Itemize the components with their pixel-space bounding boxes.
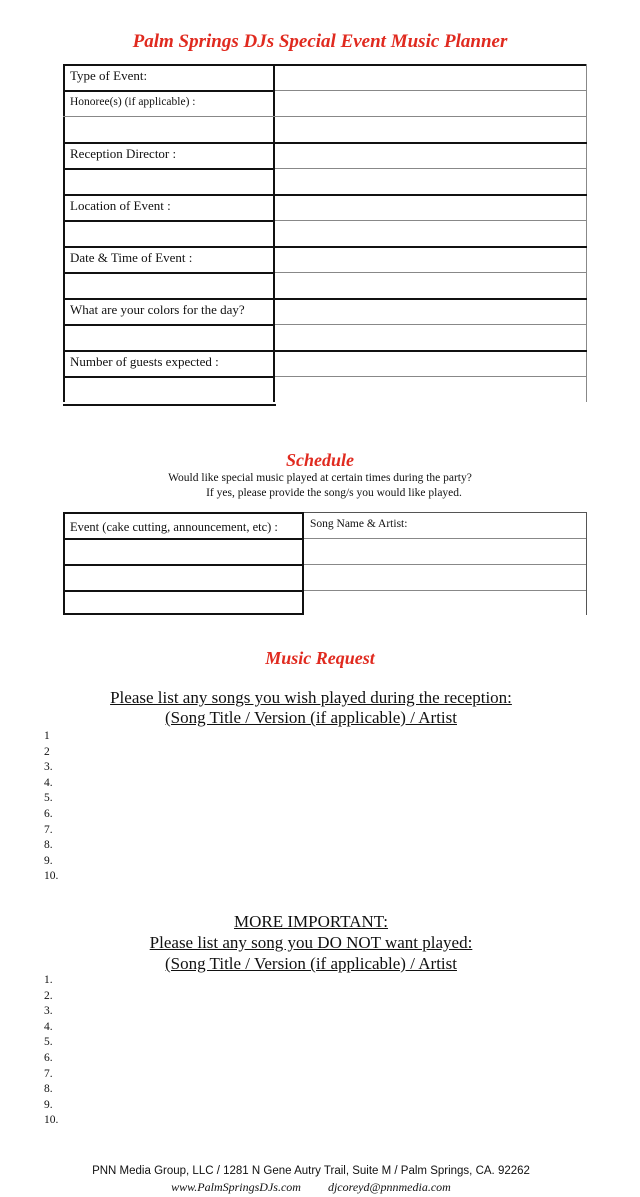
row-divider (63, 220, 275, 222)
info-label (63, 168, 275, 194)
row-divider (63, 350, 587, 352)
info-answer-field[interactable] (275, 376, 587, 402)
schedule-event-field[interactable] (65, 566, 302, 589)
do-not-play-list (44, 973, 58, 1129)
info-answer-field[interactable] (275, 298, 587, 324)
list-item[interactable]: 6. (44, 1051, 53, 1064)
info-row-type-of-event (63, 64, 587, 90)
row-divider (63, 90, 275, 92)
row-divider (63, 168, 275, 170)
footer-contact (0, 1180, 622, 1195)
list-item[interactable]: 4. (44, 1020, 53, 1033)
do-not-play-instructions: Please list any song you DO NOT want played: (149, 933, 473, 952)
list-item[interactable]: 2. (44, 989, 53, 1002)
list-item[interactable]: 2 (44, 745, 50, 758)
row-divider (275, 272, 587, 273)
info-label: Date & Time of Event : (63, 246, 275, 272)
info-row-honoree (63, 90, 587, 116)
list-item[interactable]: 3. (44, 761, 53, 774)
more-important-heading: MORE IMPORTANT: (233, 912, 389, 931)
info-row-blank (63, 220, 587, 246)
info-row-reception-director (63, 142, 587, 168)
schedule-table (63, 512, 587, 615)
info-label (63, 324, 275, 350)
schedule-description-line1: Would like special music played at certain times during the party? (168, 472, 472, 484)
schedule-description-line2: If yes, please provide the song/s you would like played. (206, 487, 462, 499)
list-item[interactable]: 6. (44, 807, 53, 820)
row-divider (275, 220, 587, 221)
schedule-event-header: Event (cake cutting, announcement, etc) : (70, 520, 278, 534)
row-divider (63, 376, 275, 378)
email-link[interactable]: djcoreyd@pnnmedia.com (327, 1180, 451, 1194)
list-item[interactable]: 8. (44, 839, 53, 852)
row-divider (63, 246, 587, 248)
info-answer-field[interactable] (275, 168, 587, 194)
table-bottom-border (63, 404, 276, 406)
list-item[interactable]: 4. (44, 776, 53, 789)
schedule-song-field[interactable] (304, 591, 586, 615)
info-answer-field[interactable] (275, 350, 587, 376)
info-label: Honoree(s) (if applicable) : (63, 90, 275, 116)
info-answer-field[interactable] (275, 64, 587, 90)
row-divider (63, 272, 275, 274)
list-item[interactable]: 1. (44, 974, 53, 986)
info-label: Reception Director : (63, 142, 275, 168)
info-label (63, 376, 275, 402)
page-title: Palm Springs DJs Special Event Music Planner (132, 31, 508, 52)
info-answer-field[interactable] (275, 116, 587, 142)
list-item[interactable]: 1 (44, 730, 50, 742)
info-row-blank (63, 324, 587, 350)
row-divider (63, 324, 275, 326)
info-row-blank (63, 168, 587, 194)
info-label: Type of Event: (63, 64, 275, 90)
schedule-song-column (304, 512, 587, 615)
info-answer-field[interactable] (275, 194, 587, 220)
schedule-song-header: Song Name & Artist: (310, 518, 408, 530)
info-row-blank (63, 272, 587, 298)
do-not-play-format: (Song Title / Version (if applicable) / Artist (165, 954, 457, 973)
list-item[interactable]: 3. (44, 1005, 53, 1018)
list-item[interactable]: 9. (44, 854, 53, 867)
info-answer-field[interactable] (275, 90, 587, 116)
list-item[interactable]: 9. (44, 1098, 53, 1111)
row-divider (63, 298, 587, 300)
schedule-song-field[interactable] (304, 539, 586, 563)
list-item[interactable]: 7. (44, 823, 53, 836)
music-request-instructions: Please list any songs you wish played during the reception: (110, 688, 512, 707)
info-row-colors (63, 298, 587, 324)
info-label (63, 272, 275, 298)
requested-songs-list (44, 729, 58, 885)
row-divider (275, 376, 587, 377)
info-answer-field[interactable] (275, 324, 587, 350)
info-row-blank (63, 376, 587, 402)
row-divider (63, 194, 587, 196)
row-divider (275, 324, 587, 325)
info-row-location (63, 194, 587, 220)
list-item[interactable]: 10. (44, 870, 59, 883)
schedule-title: Schedule (285, 450, 354, 470)
schedule-event-column (63, 512, 304, 615)
footer-address: PNN Media Group, LLC / 1281 N Gene Autry Trail, Suite M / Palm Springs, CA. 92262 (92, 1165, 530, 1177)
info-label (63, 220, 275, 246)
row-divider (63, 142, 587, 144)
website-link[interactable]: www.PalmSpringsDJs.com (171, 1180, 301, 1194)
music-request-format: (Song Title / Version (if applicable) / Artist (165, 708, 457, 727)
info-answer-field[interactable] (275, 142, 587, 168)
music-request-title: Music Request (265, 648, 375, 668)
list-item[interactable]: 7. (44, 1067, 53, 1080)
row-divider (275, 90, 587, 91)
row-divider (275, 168, 587, 169)
info-label: Number of guests expected : (63, 350, 275, 376)
info-answer-field[interactable] (275, 246, 587, 272)
info-row-date-time (63, 246, 587, 272)
list-item[interactable]: 10. (44, 1114, 59, 1127)
row-divider (63, 116, 587, 117)
info-answer-field[interactable] (275, 272, 587, 298)
schedule-song-field[interactable] (304, 565, 586, 589)
info-label: What are your colors for the day? (63, 298, 275, 324)
list-item[interactable]: 5. (44, 792, 53, 805)
info-row-guests (63, 350, 587, 376)
schedule-event-field[interactable] (65, 540, 302, 563)
info-answer-field[interactable] (275, 220, 587, 246)
list-item[interactable]: 8. (44, 1083, 53, 1096)
list-item[interactable]: 5. (44, 1036, 53, 1049)
info-label (63, 116, 275, 142)
info-row-blank (63, 116, 587, 142)
schedule-event-field[interactable] (65, 592, 302, 613)
info-label: Location of Event : (63, 194, 275, 220)
